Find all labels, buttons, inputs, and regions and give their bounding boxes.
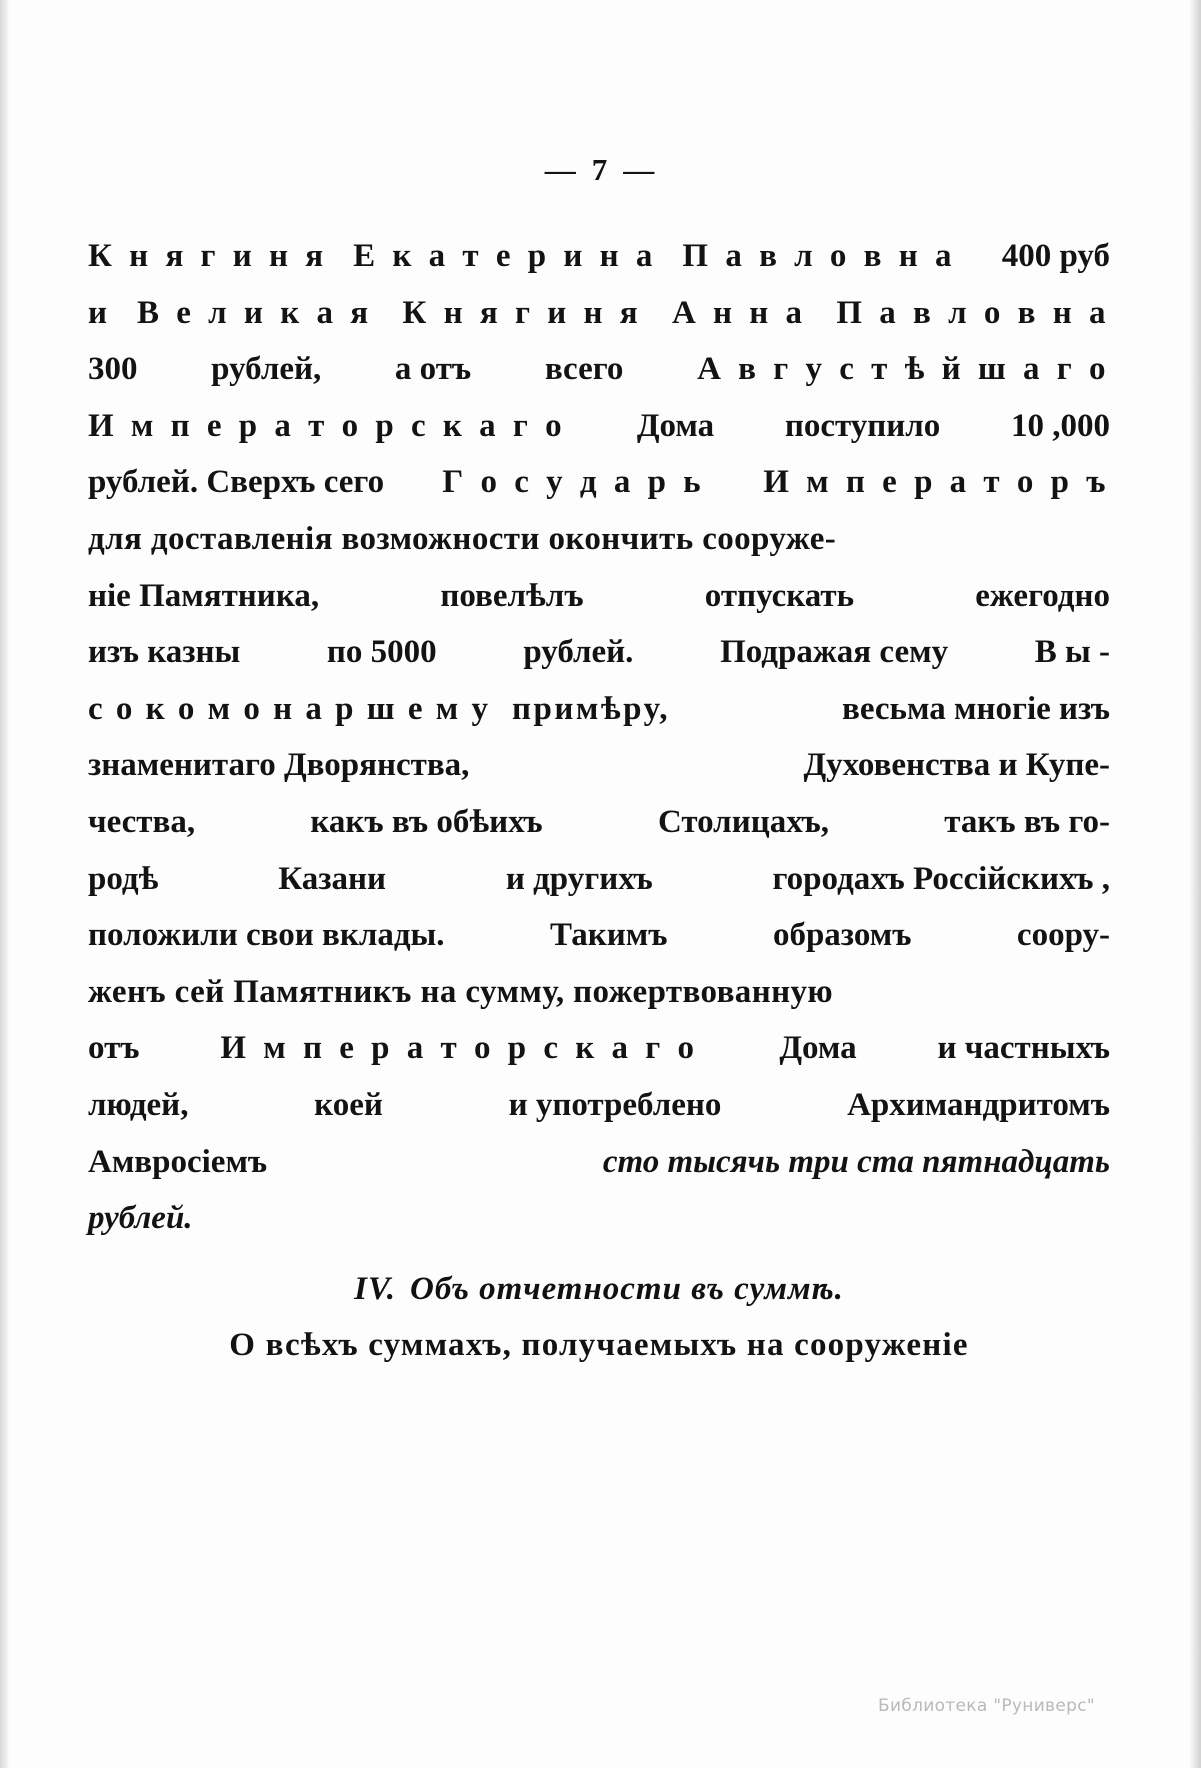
line-segment: соору- xyxy=(1016,917,1110,954)
line-segment: такъ въ го- xyxy=(944,803,1110,840)
line-segment: 10 ,000 xyxy=(1011,407,1110,444)
text-line xyxy=(88,511,1110,568)
line-segment: рублей. xyxy=(523,634,634,671)
line-segment: И м п е р а т о р с к а г о xyxy=(88,407,567,444)
line-segment: родѣ xyxy=(88,860,159,897)
page-number xyxy=(0,152,1201,188)
line-segment: И м п е р а т о р с к а г о xyxy=(220,1030,699,1067)
line-segment: какъ въ обѣихъ xyxy=(310,803,543,840)
body-text xyxy=(88,228,1110,1374)
line-segment: отъ xyxy=(88,1030,140,1067)
line-segment: ежегодно xyxy=(975,577,1110,614)
line-segment: людей, xyxy=(88,1086,189,1123)
line-segment: и В е л и к а я xyxy=(88,294,373,331)
line-segment: образомъ xyxy=(772,917,912,954)
text-line xyxy=(88,568,1110,625)
line-segment: всего xyxy=(544,351,624,388)
section-title: Объ отчетности въ суммѣ. xyxy=(409,1270,844,1307)
line-segment: 300 xyxy=(88,351,138,388)
line-segment: Архимандритомъ xyxy=(847,1086,1110,1123)
text-line xyxy=(88,681,1110,738)
page-number-dash-right: — xyxy=(623,152,657,187)
line-segment: сто тысячь три ста пятнадцать xyxy=(602,1143,1110,1180)
text-line xyxy=(88,1190,1110,1247)
line-segment: и употреблено xyxy=(508,1086,722,1123)
text-line xyxy=(88,285,1110,342)
line-segment: Столицахъ, xyxy=(657,803,829,840)
line-segment: ніе Памятника, xyxy=(88,577,320,614)
line-segment: поступило xyxy=(784,407,941,444)
page-number-value: 7 xyxy=(591,152,610,187)
text-line xyxy=(88,624,1110,681)
line-segment: коей xyxy=(314,1086,383,1123)
line-segment: отпускать xyxy=(704,577,855,614)
line-segment: А в г у с т ѣ й ш а г о xyxy=(697,351,1110,388)
text-line xyxy=(88,228,1110,285)
line-segment: знаменитаго Дворянства, xyxy=(88,747,470,784)
line-segment: положили свои вклады. xyxy=(88,917,445,954)
line-segment: Дома xyxy=(636,407,715,444)
line-segment: П а в л о в н а xyxy=(836,294,1110,331)
text-line xyxy=(88,794,1110,851)
line-segment: городахъ Россійскихъ , xyxy=(772,860,1110,897)
line-segment: чества, xyxy=(88,803,196,840)
line-segment: весьма многіе изъ xyxy=(842,690,1110,727)
text-line xyxy=(88,454,1110,511)
line-segment: К н я г и н я Е к а т е р и н а П а в л о в н а xyxy=(88,238,957,274)
line-segment: для доставленія возможности окончить сооруже- xyxy=(88,520,837,557)
text-line xyxy=(88,737,1110,794)
line-segment: К н я г и н я xyxy=(402,294,643,331)
text-line xyxy=(88,1134,1110,1191)
text-line xyxy=(88,1077,1110,1134)
line-segment: А н н а xyxy=(671,294,807,331)
page-number-dash-left: — xyxy=(544,152,578,187)
line-segment: Дома xyxy=(779,1030,857,1067)
line-segment: а отъ xyxy=(394,351,472,388)
line-segment: В ы - xyxy=(1034,634,1110,671)
line-segment: Духовенства и Купе- xyxy=(803,747,1110,784)
line-segment: и другихъ xyxy=(505,860,653,897)
line-segment: женъ сей Памятникъ на сумму, пожертвованную xyxy=(88,973,834,1010)
line-segment: с о к о м о н а р ш е м у примѣру, xyxy=(88,690,671,727)
text-line xyxy=(88,907,1110,964)
text-line xyxy=(88,964,1110,1021)
line-segment: рублей. xyxy=(88,1200,193,1237)
line-segment: по 5000 xyxy=(326,634,437,671)
text-line xyxy=(88,398,1110,455)
line-segment: И м п е р а т о р ъ xyxy=(763,464,1110,501)
line-segment: повелѣлъ xyxy=(440,577,584,614)
line-segment: Подражая сему xyxy=(720,634,949,671)
line-segment: рублей, xyxy=(211,351,322,388)
line-segment: и частныхъ xyxy=(937,1030,1110,1067)
text-line xyxy=(88,341,1110,398)
line-segment: Такимъ xyxy=(550,917,668,954)
text-line-final xyxy=(88,1317,1110,1374)
line-segment: Казани xyxy=(278,860,387,897)
section-number: IV. xyxy=(354,1270,396,1307)
line-segment: Г о с у д а р ь xyxy=(442,464,706,501)
text-line xyxy=(88,851,1110,908)
text-line xyxy=(88,1020,1110,1077)
section-heading xyxy=(88,1261,1110,1318)
line-segment: рублей. Сверхъ сего xyxy=(88,464,385,501)
line-segment: О всѣхъ суммахъ, получаемыхъ на сооруженіе xyxy=(229,1327,969,1364)
library-watermark: Библиотека "Руниверс" xyxy=(878,1696,1095,1716)
line-segment: 400 руб xyxy=(1001,238,1110,274)
line-segment: Амвросіемъ xyxy=(88,1143,268,1180)
line-segment: изъ казны xyxy=(88,634,241,671)
